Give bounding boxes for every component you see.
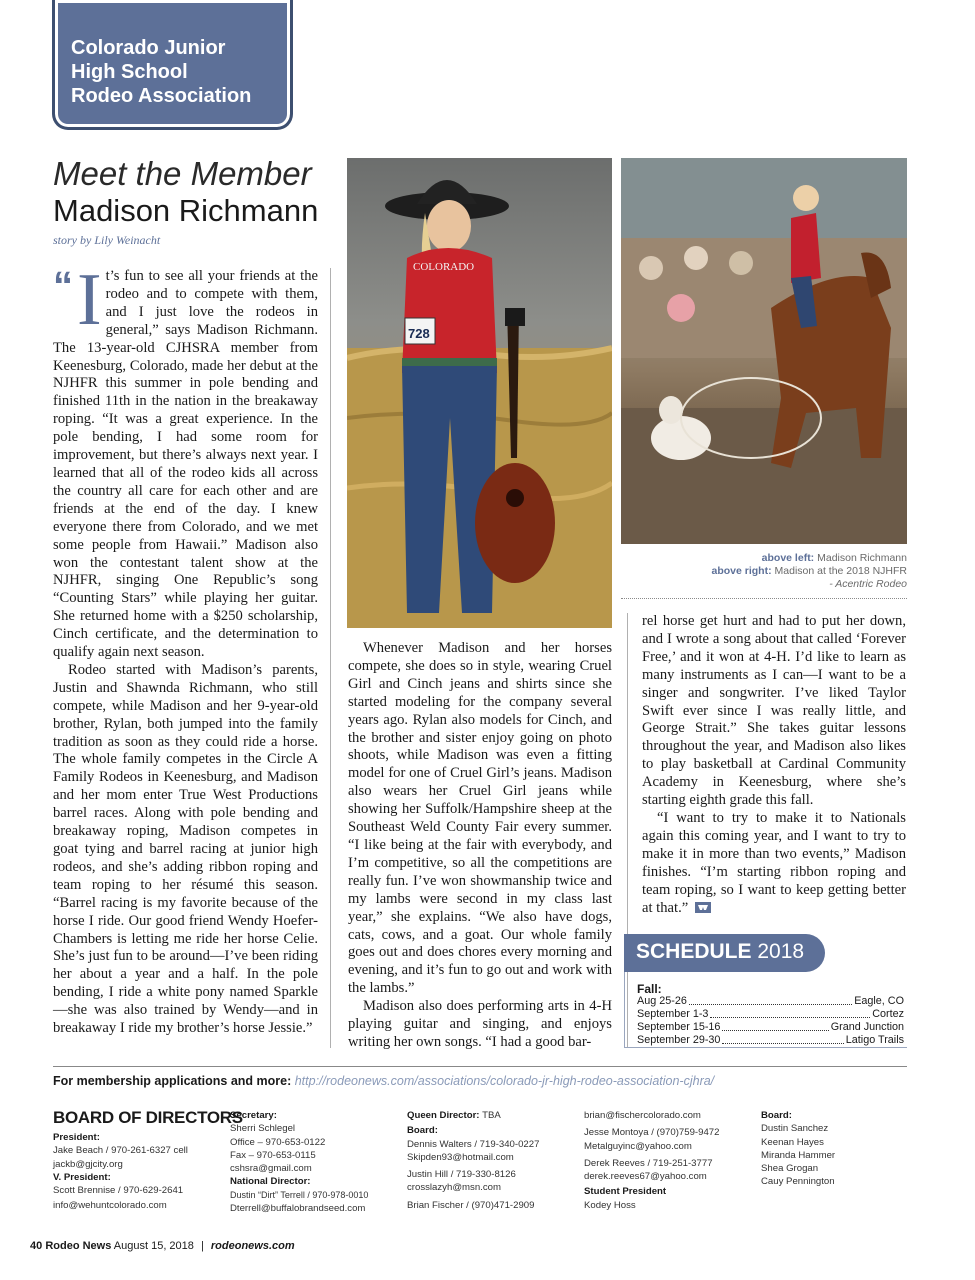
issue-date: August 15, 2018 [113, 1240, 194, 1252]
role-label: National Director: [230, 1176, 311, 1188]
quote-mark-icon: “ [53, 264, 73, 308]
contact-email[interactable]: cshsra@gmail.com [230, 1163, 312, 1175]
schedule-year: 2018 [757, 940, 805, 963]
queen-director-line [407, 1109, 539, 1122]
byline: story by Lily Weinacht [53, 233, 161, 247]
paragraph-text: t’s fun to see all your friends at the rodeo and to compete with them, and I just love the rodeos in general,” says Madison Richmann. The 13-year-old CJHSRA member from Keenesburg, Colorado, made her debut at the NJHFR this summer in pole bending and finished 11th in the nation in the breakaway roping. “It was a great experience. In the pole bending, I had some room for improvement, but there’s always next year. I learned that all of the rodeo kids all across the country all care for each other and are friends at the end of the day. I knew everyone there from Colorado, and we met some people from Hawaii.” Madison also won the contestant talent show at the NJHFR, singing One Republic’s song “Counting Stars” while playing her guitar. She returned home with a $250 scholarship, Cinch certificate, and the determination to qualify again next season. [53, 268, 318, 661]
contact-email[interactable]: Metalguyinc@yahoo.com [584, 1140, 692, 1152]
photo-madison-with-guitar [347, 158, 612, 628]
contact-line: Brian Fischer / (970)471-2909 [407, 1199, 535, 1211]
directory-column-5 [761, 1109, 835, 1189]
rider-shirt [791, 213, 821, 283]
contact-email[interactable]: crosslazyh@msn.com [407, 1182, 501, 1194]
schedule-location: Eagle, CO [854, 995, 904, 1007]
role-label: Board: [407, 1125, 438, 1137]
role-label: Board: [761, 1110, 792, 1121]
end-mark-icon [695, 902, 711, 913]
schedule-season: Fall: [637, 982, 662, 996]
board-title: BOARD OF DIRECTORS [53, 1108, 243, 1127]
page-number: 40 [30, 1240, 43, 1252]
photo-credit: - Acentric Rodeo [829, 578, 907, 590]
contact-line: Kodey Hoss [584, 1199, 636, 1211]
shirt-lettering: COLORADO [413, 261, 475, 273]
contact-email[interactable]: Dterrell@buffalobrandseed.com [230, 1203, 366, 1215]
membership-label: For membership applications and more: [53, 1074, 292, 1088]
directory-column-3 [407, 1109, 539, 1212]
contact-line: Dennis Walters / 719-340-0227 [407, 1138, 540, 1150]
article-paragraph [642, 810, 906, 917]
role-label: V. President: [53, 1171, 111, 1183]
association-name: Colorado Junior High School Rodeo Association [71, 37, 252, 107]
publication-name: Rodeo News [45, 1240, 112, 1252]
article-column-2 [348, 640, 612, 1052]
caption-left [712, 552, 908, 565]
rider-head [793, 185, 819, 211]
contact-line: Dustin “Dirt” Terrell / 970-978-0010 [230, 1189, 369, 1200]
schedule-location: Cortez [872, 1008, 904, 1020]
section-kicker: Meet the Member [53, 155, 312, 192]
schedule-date: Aug 25-26 [637, 995, 687, 1007]
article-paragraph [53, 259, 318, 662]
drop-cap: I [77, 259, 102, 341]
guitar-body [475, 463, 555, 583]
schedule-date: September 1-3 [637, 1008, 709, 1020]
schedule-row [637, 1034, 904, 1047]
paragraph-text: “I want to try to make it to Nationals again this coming year, and I want to try to make it in more than two events,” Madison finishes. “I’m starting ribbon roping and team roping, so I want to keep getting better at that.” [642, 809, 906, 916]
bib-number: 728 [408, 326, 430, 341]
schedule-row [637, 1021, 904, 1034]
column-divider [330, 268, 331, 1048]
article-paragraph: Whenever Madison and her horses compete, she does so in style, wearing Cruel Girl and Cinch jeans and shirts since she started modeling for the company several years ago. Rylan also models for Cinch, and the brother and sister enjoy going on photo shoots, while Madison was even a fitting model for one of Cruel Girl’s jeans. Madison also wears her Cruel Girl jeans while showing her Suffolk/Hampshire sheep at the Southeast Weld County Fair every summer. “I like being at the fair with everybody, and I’m competitive, so all the competitions are really fun. I’ve won showmanship twice and my lambs were second in my class last year,” she explains. “We also have dogs, cats, cows, and a goat. Our whole family goes out and does chores every morning and evening, and it’s fun to go out and work with the lambs.” [348, 640, 612, 997]
article-headline: Madison Richmann [53, 193, 319, 228]
contact-email[interactable]: jackb@gjcity.org [53, 1158, 123, 1170]
roping-illustration [621, 158, 907, 544]
contact-email[interactable]: info@wehuntcolorado.com [53, 1200, 167, 1212]
schedule-title-bold: SCHEDULE [636, 940, 752, 963]
contact-line: Jesse Montoya / (970)759-9472 [584, 1127, 720, 1139]
schedule-location: Grand Junction [830, 1021, 904, 1033]
contact-line: Keenan Hayes [761, 1136, 824, 1148]
schedule-row [637, 995, 904, 1008]
contact-line: Jake Beach / 970-261-6327 cell [53, 1145, 188, 1157]
caption-right [712, 565, 908, 578]
caption-left-text: Madison Richmann [817, 552, 907, 564]
caption-divider [621, 598, 907, 599]
contact-line: Miranda Hammer [761, 1149, 836, 1161]
contact-line: Shea Grogan [761, 1163, 819, 1175]
contact-line: Cauy Pennington [761, 1176, 835, 1188]
contact-email[interactable]: derek.reeves67@yahoo.com [584, 1171, 707, 1183]
caption-right-label: above right: [711, 565, 772, 577]
portrait-illustration [347, 158, 612, 628]
directory-column-2 [230, 1109, 368, 1215]
contact-email[interactable]: Skipden93@hotmail.com [407, 1151, 514, 1163]
face [427, 200, 471, 252]
section-divider [53, 1066, 907, 1067]
schedule-date: September 29-30 [637, 1034, 721, 1046]
article-column-1 [53, 259, 318, 1038]
association-header-tab [52, 0, 293, 130]
contact-line: Sherri Schlegel [230, 1123, 296, 1135]
article-paragraph: Rodeo started with Madison’s parents, Justin and Shawnda Richmann, who still compete, while Madison and her 9-year-old brother, Rylan, both jumped into the family tradition as soon as they could ride a horse. The whole family competes in the Circle A Family Rodeos in Keenesburg, and Madison and her mom enter True West Productions barrel races. Along with pole bending and breakaway roping, Madison competes in goat tying and barrel racing at junior high rodeos, and she’s adding ribbon roping and team roping to her résumé this season. “Barrel racing is my favorite because of the horse I ride. Our good friend Wendy Hoefer-Chambers is letting me ride her horse Celie. She’s just fun to be around—I’ve been riding her about a year and a half. In the pole bending, I ride a white pony named Sparkle—she was also trained by Wendy—and in breakaway I ride my brother’s horse Jessie.” [53, 661, 318, 1037]
schedule-title [636, 940, 804, 964]
directory-column-1 [53, 1131, 188, 1213]
article-paragraph: Madison also does performing arts in 4-H playing guitar and singing, and enjoys writing her own songs. “I had a good bar- [348, 998, 612, 1050]
membership-link[interactable]: http://rodeonews.com/associations/colorado-jr-high-rodeo-association-cjhra/ [294, 1074, 715, 1088]
schedule-date: September 15-16 [637, 1021, 721, 1033]
contact-line: Dustin Sanchez [761, 1123, 829, 1135]
contact-line: Derek Reeves / 719-251-3777 [584, 1157, 713, 1169]
contact-line: TBA [482, 1110, 501, 1121]
membership-line [53, 1074, 714, 1088]
role-label: Queen Director: [407, 1110, 483, 1121]
article-column-3 [642, 613, 906, 917]
schedule-title-tab [624, 934, 825, 972]
footer-separator: | [200, 1240, 204, 1252]
photo-madison-roping [621, 158, 907, 544]
contact-line: Justin Hill / 719-330-8126 [407, 1169, 516, 1181]
guitar-headstock [505, 308, 525, 326]
role-label: President: [53, 1132, 100, 1143]
contact-line: Fax – 970-653-0115 [230, 1149, 316, 1161]
role-label: Secretary: [230, 1110, 277, 1121]
caption-right-text: Madison at the 2018 NJHFR [774, 565, 907, 577]
contact-email[interactable]: brian@fischercolorado.com [584, 1110, 701, 1121]
photo-caption [712, 552, 908, 591]
website[interactable]: rodeonews.com [210, 1240, 295, 1252]
caption-left-label: above left: [761, 552, 815, 564]
belt [402, 358, 497, 366]
contact-line: Scott Brennise / 970-629-2641 [53, 1185, 184, 1197]
page-footer [30, 1240, 295, 1252]
schedule-row [637, 1008, 904, 1021]
schedule-location: Latigo Trails [845, 1034, 904, 1046]
article-paragraph: rel horse get hurt and had to put her down, and I wrote a song about that called ‘Forever Free,’ and it won at 4-H. I’d like to learn as many instruments as I can—I want to be a singer and songwriter. I’ve liked Taylor Swift ever since I was really little, and George Strait.” She takes guitar lessons throughout the year, and Madison also likes to play basketball at Cardinal Community Academy in Keenesburg, where she’s starting eighth grade this fall. [642, 613, 906, 809]
role-label: Student President [584, 1186, 667, 1198]
contact-line: Office – 970-653-0122 [230, 1136, 326, 1148]
directory-column-4 [584, 1109, 719, 1212]
